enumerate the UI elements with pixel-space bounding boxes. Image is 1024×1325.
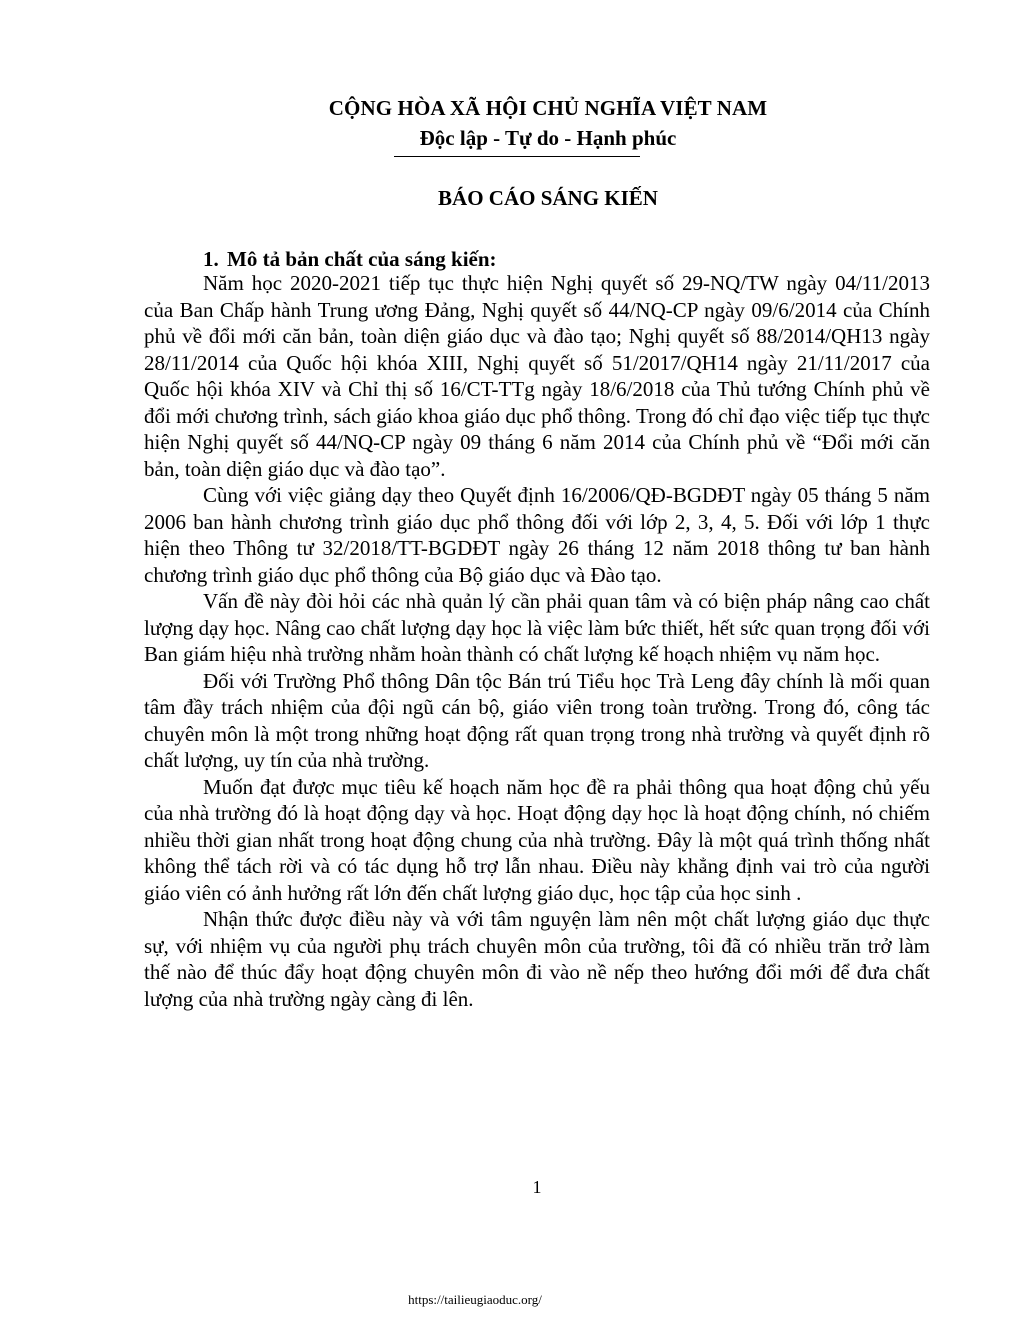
section-heading-text: Mô tả bản chất của sáng kiến: [227,247,497,271]
paragraph: Cùng với việc giảng dạy theo Quyết định 16/2006/QĐ-BGDĐT ngày 05 tháng 5 năm 2006 ban hành chương trình giáo dục phổ thông đối với lớp 2, 3, 4, 5. Đối với lớp 1 thực hiện theo Thông tư 32/2018/TT-BGDĐT ngày 26 tháng 12 năm 2018 thông tư ban hành chương trình giáo dục phổ thông của Bộ giáo dục và Đào tạo. [144,483,930,587]
national-motto: Độc lập - Tự do - Hạnh phúc [419,126,677,150]
national-title: CỘNG HÒA XÃ HỘI CHỦ NGHĨA VIỆT NAM [328,96,768,120]
paragraph: Muốn đạt được mục tiêu kế hoạch năm học đề ra phải thông qua hoạt động chủ yếu của nhà trường đó là hoạt động dạy và học. Hoạt động dạy học là hoạt động chính, nó chiếm nhiều thời gian nhất trong hoạt động chung của nhà trường. Đây là một quá trình thống nhất không thể tách rời và có tác dụng hỗ trợ lẫn nhau. Điều này khẳng định vai trò của người giáo viên có ảnh hưởng rất lớn đến chất lượng giáo dục, học tập của học sinh . [144,774,930,905]
page-number: 1 [532,1177,542,1197]
paragraph: Nhận thức được điều này và với tâm nguyện làm nên một chất lượng giáo dục thực sự, với nhiệm vụ của người phụ trách chuyên môn của trường, tôi đã có nhiều trăn trở làm thế nào để thúc đẩy hoạt động chuyên môn đi vào nề nếp theo hướng đổi mới để đưa chất lượng của nhà trường ngày càng đi lên. [144,907,930,1011]
paragraph: Vấn đề này đòi hỏi các nhà quản lý cần phải quan tâm và có biện pháp nâng cao chất lượng dạy học. Nâng cao chất lượng dạy học là việc làm bức thiết, hết sức quan trọng đối với Ban giám hiệu nhà trường nhằm hoàn thành có chất lượng kế hoạch nhiệm vụ năm học. [144,589,930,666]
report-title: BÁO CÁO SÁNG KIẾN [438,186,658,210]
paragraph: Đối với Trường Phổ thông Dân tộc Bán trú Tiểu học Trà Leng đây chính là mối quan tâm đầy trách nhiệm của đội ngũ cán bộ, giáo viên trong toàn trường. Trong đó, công tác chuyên môn là một trong những hoạt động rất quan trọng trong nhà trường và quyết định rõ chất lượng, uy tín của nhà trường. [144,668,930,772]
paragraph: Năm học 2020-2021 tiếp tục thực hiện Nghị quyết số 29-NQ/TW ngày 04/11/2013 của Ban Chấp hành Trung ương Đảng, Nghị quyết số 44/NQ-CP ngày 09/6/2014 của Chính phủ về đổi mới căn bản, toàn diện giáo dục và đào tạo; Nghị quyết số 88/2014/QH13 ngày 28/11/2014 của Quốc hội khóa XIII, Nghị quyết số 51/2017/QH14 ngày 21/11/2017 của Quốc hội khóa XIV và Chỉ thị số 16/CT-TTg ngày 18/6/2018 của Thủ tướng Chính phủ về đổi mới chương trình, sách giáo khoa giáo dục phổ thông. Trong đó chỉ đạo việc tiếp tục thực hiện Nghị quyết số 44/NQ-CP ngày 09 tháng 6 năm 2014 của Chính phủ về “Đổi mới căn bản, toàn diện giáo dục và đào tạo”. [144,271,930,481]
body-text [144,270,930,1012]
section-heading [203,246,497,272]
section-number: 1. [203,247,219,271]
footer-url[interactable]: https://tailieugiaoduc.org/ [408,1292,542,1307]
motto-underline [394,156,640,157]
